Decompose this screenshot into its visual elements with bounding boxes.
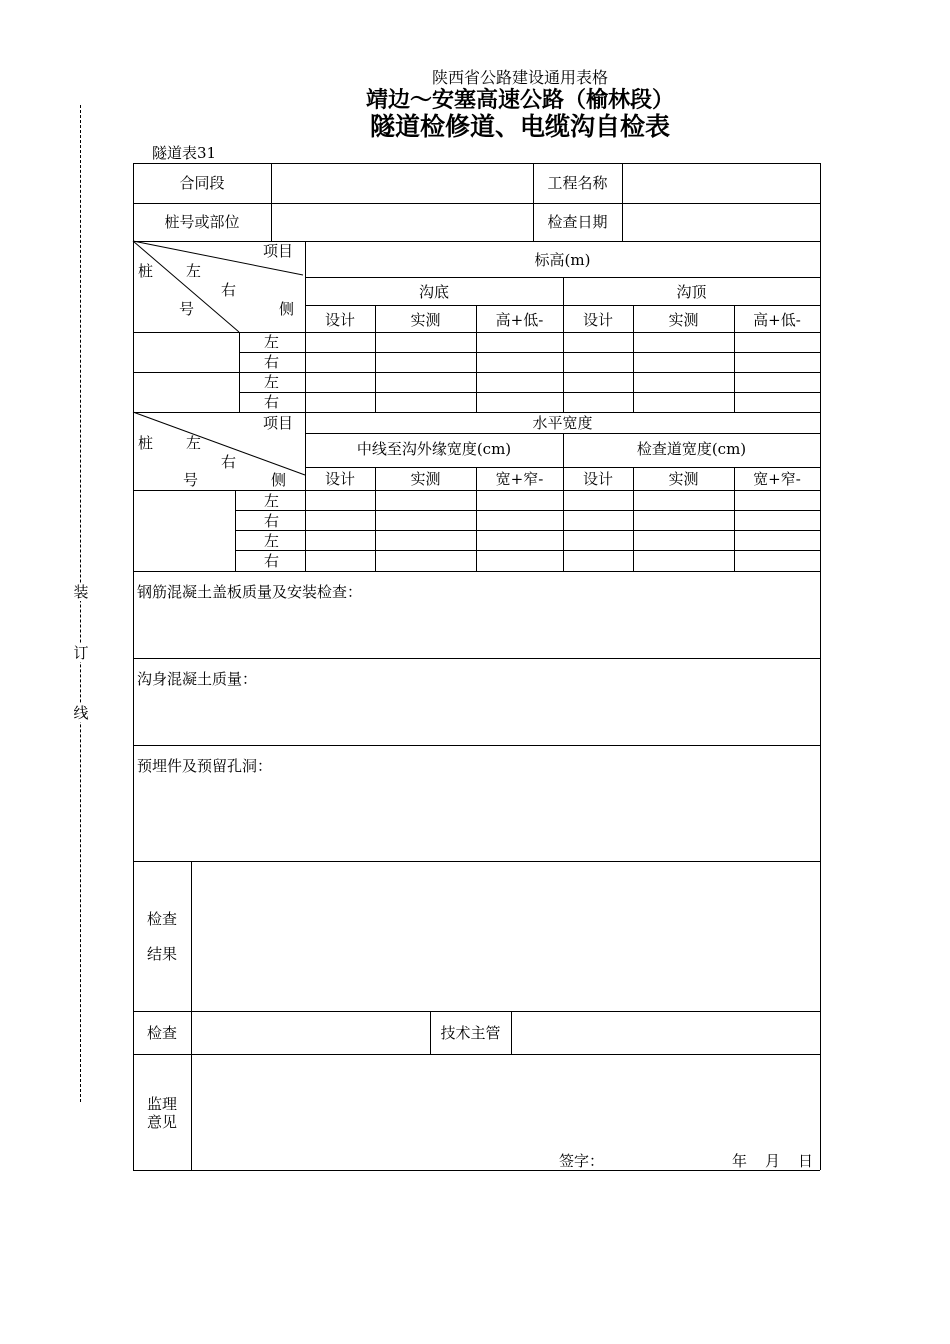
date-day-label: 日	[798, 1152, 814, 1170]
width-diag-item: 项目	[263, 414, 294, 432]
elev-group-bottom: 沟底	[418, 283, 449, 301]
form-title-line1: 靖边～安塞高速公路（榆林段）	[365, 88, 674, 113]
elev-row-side: 右	[264, 353, 280, 371]
elev-col-measured-1: 实测	[410, 311, 441, 329]
width-group-center: 中线至沟外缘宽度(cm)	[356, 440, 512, 458]
tech-supervisor-label: 技术主管	[440, 1024, 501, 1042]
elev-row-side: 左	[264, 373, 280, 391]
elev-diag-hao: 号	[179, 300, 195, 318]
elev-row-side: 左	[264, 333, 280, 351]
width-col-measured-2: 实测	[668, 470, 699, 488]
elev-diag-zhuang: 桩	[138, 262, 154, 280]
form-subtitle: 陕西省公路建设通用表格	[431, 68, 608, 87]
elev-group-top: 沟顶	[676, 283, 707, 301]
date-month-label: 月	[765, 1152, 781, 1170]
supervisor-label-line2: 意见	[146, 1113, 177, 1131]
date-year-label: 年	[732, 1152, 748, 1170]
width-diag-zuo: 左	[186, 434, 202, 452]
width-row-side: 左	[264, 532, 280, 550]
station-label: 桩号或部位	[164, 213, 240, 231]
width-row-side: 左	[264, 492, 280, 510]
elev-col-design-2: 设计	[582, 311, 613, 329]
ditch-concrete-remark-label: 沟身混凝土质量：	[137, 670, 258, 688]
elev-col-diff-2: 高+低-	[753, 311, 801, 329]
width-group-walkway: 检查道宽度(cm)	[636, 440, 747, 458]
check-date-label: 检查日期	[547, 213, 608, 231]
cover-plate-remark-label: 钢筋混凝土盖板质量及安装检查：	[137, 583, 363, 601]
result-label-line1: 检查	[146, 910, 177, 928]
elev-diag-you: 右	[221, 281, 237, 299]
project-name-label: 工程名称	[547, 174, 608, 192]
binding-char-ding: 订	[73, 644, 89, 662]
width-col-diff-1: 宽+窄-	[495, 470, 544, 488]
supervisor-sign-label: 签字：	[559, 1152, 605, 1170]
width-diag-you: 右	[221, 453, 237, 471]
inspector-label: 检查	[146, 1024, 177, 1042]
elev-col-design-1: 设计	[324, 311, 355, 329]
elev-title: 标高(m)	[534, 251, 591, 269]
elev-col-measured-2: 实测	[668, 311, 699, 329]
form-number: 隧道表31	[152, 144, 217, 162]
width-col-design-2: 设计	[582, 470, 613, 488]
elev-diag-item: 项目	[263, 242, 294, 260]
width-row-side: 右	[264, 512, 280, 530]
width-diag-hao: 号	[183, 471, 199, 489]
width-diag-ce: 侧	[271, 471, 287, 489]
width-col-diff-2: 宽+窄-	[753, 470, 801, 488]
elev-diag-zuo: 左	[186, 262, 202, 280]
width-title: 水平宽度	[532, 414, 593, 432]
supervisor-label-line1: 监理	[146, 1095, 177, 1113]
width-col-design-1: 设计	[324, 470, 355, 488]
elev-row-side: 右	[264, 393, 280, 411]
width-col-measured-1: 实测	[410, 470, 441, 488]
width-row-side: 右	[264, 552, 280, 570]
result-label-line2: 结果	[146, 945, 177, 963]
embedded-parts-remark-label: 预埋件及预留孔洞：	[137, 757, 273, 775]
elev-diag-ce: 侧	[279, 300, 295, 318]
elev-col-diff-1: 高+低-	[495, 311, 544, 329]
binding-char-xian: 线	[73, 704, 89, 722]
form-title-line2: 隧道检修道、电缆沟自检表	[369, 112, 670, 141]
contract-label: 合同段	[179, 174, 225, 192]
width-diag-zhuang: 桩	[138, 434, 154, 452]
binding-char-zhuang: 装	[73, 583, 89, 601]
